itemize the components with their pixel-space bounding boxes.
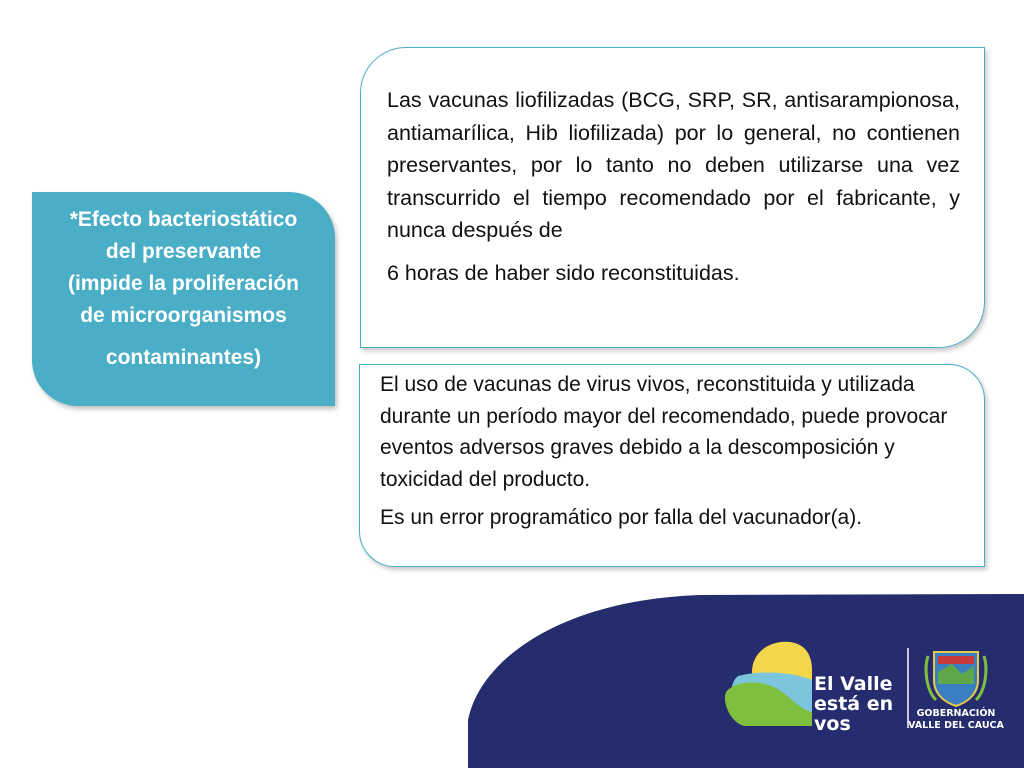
box-line-3: (impide la proliferación xyxy=(67,272,300,295)
box-line-4: de microorganismos xyxy=(80,304,287,327)
gov-line-1: GOBERNACIÓN xyxy=(916,708,996,719)
slogan-line-3: vos xyxy=(814,713,851,735)
programmatic-error-paragraph: Es un error programático por falla del vacunador(a). xyxy=(380,506,863,529)
box-line-1: *Efecto bacteriostático xyxy=(69,208,298,231)
lyophilized-paragraph: Las vacunas liofilizadas (BCG, SRP, SR, antisarampionosa, antiamarílica, Hib liofilizada) por lo general, no contienen preservantes, por lo tanto no deben utilizarse una vez transcurrido el tiempo recomendado por el fabricante, y nunca después de xyxy=(387,88,960,242)
gov-line-2: VALLE DEL CAUCA xyxy=(908,720,1004,731)
coat-of-arms-icon xyxy=(926,652,986,706)
lyophilized-last-line: 6 horas de haber sido reconstituidas. xyxy=(387,260,740,285)
box-line-5: contaminantes) xyxy=(105,346,262,369)
live-virus-paragraph: El uso de vacunas de virus vivos, reconstituida y utilizada durante un período mayor del recomendado, puede provocar eventos adversos graves debido a la descomposición y toxicidad del producto. xyxy=(380,373,948,491)
slogan-line-1: El Valle xyxy=(814,673,893,695)
box-line-2: del preservante xyxy=(105,240,262,263)
slogan-line-2: está en xyxy=(814,693,894,715)
